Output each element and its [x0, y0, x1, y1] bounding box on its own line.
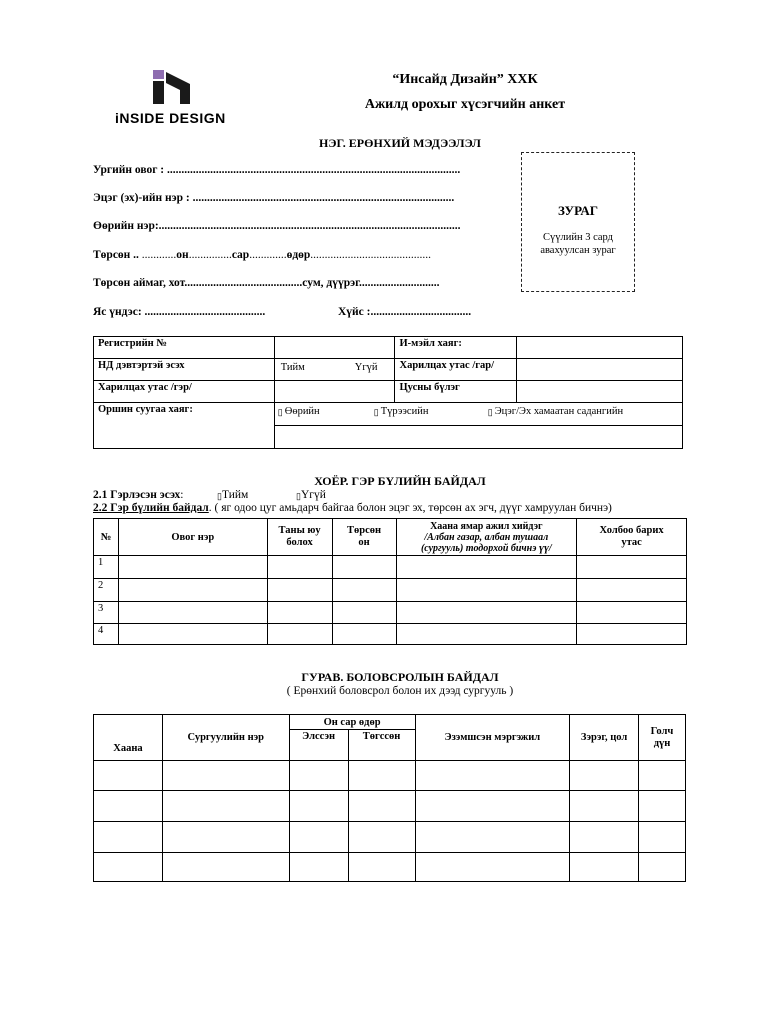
table-row [94, 579, 687, 602]
cell[interactable] [415, 822, 570, 853]
address-input[interactable] [274, 426, 682, 449]
col-relation [267, 519, 332, 556]
education-table [93, 714, 686, 882]
cell[interactable] [118, 624, 267, 645]
gender-field[interactable]: Хүйс :................................... [338, 306, 472, 318]
nd-no[interactable]: Үгүй [354, 362, 378, 373]
section3-subtitle: ( Ерөнхий боловсрол болон их дээд сургууль ) [286, 685, 514, 697]
cell[interactable] [162, 853, 289, 882]
col-where: Хаана [94, 715, 163, 761]
form-title: Ажилд орохыг хүсэгчийн анкет [364, 97, 566, 112]
table-row [94, 853, 686, 882]
cell[interactable] [332, 624, 396, 645]
home-phone-input[interactable] [274, 381, 395, 403]
row-num: 2 [94, 579, 119, 602]
nd-options[interactable] [274, 359, 395, 381]
row-num: 3 [94, 602, 119, 624]
logo-mark-icon [152, 70, 192, 106]
family-name-field[interactable]: Ургийн овог : ...................................................................................................... [93, 164, 461, 176]
cell[interactable] [415, 853, 570, 882]
general-info-table [93, 336, 683, 449]
col-relation-2: болох [286, 537, 313, 548]
col-work-1: Хаана ямар ажил хийдэг [430, 520, 543, 532]
birthplace-field[interactable]: Төрсөн аймаг, хот.........................................сум, дүүрэг............................ [93, 277, 440, 289]
email-label: И-мэйл хаяг: [395, 337, 517, 359]
married-colon: : [180, 489, 184, 501]
cell[interactable] [577, 556, 687, 579]
cell[interactable] [289, 822, 348, 853]
section2-title: ХОЁР. ГЭР БҮЛИЙН БАЙДАЛ [314, 474, 486, 488]
cell[interactable] [267, 624, 332, 645]
cell[interactable] [577, 579, 687, 602]
family-table [93, 518, 687, 645]
year-label: он [176, 249, 189, 261]
col-dates: Он сар өдөр [289, 715, 415, 730]
col-work-2: /Албан газар, албан тушаал [424, 531, 549, 543]
cell[interactable] [118, 556, 267, 579]
married-no-checkbox-icon[interactable]: ▯ [296, 491, 301, 501]
col-gpa-2: дүн [653, 737, 671, 749]
cell[interactable] [570, 822, 639, 853]
cell[interactable] [396, 624, 577, 645]
photo-note-1: Сүүлийн 3 сард [542, 232, 613, 243]
email-input[interactable] [517, 337, 683, 359]
col-work [396, 519, 577, 556]
col-born-2: он [358, 537, 370, 548]
cell[interactable] [332, 602, 396, 624]
cell[interactable] [639, 761, 686, 791]
cell[interactable] [415, 761, 570, 791]
married-label: 2.1 Гэрлэсэн эсэх [93, 489, 181, 501]
married-yes-checkbox-icon[interactable]: ▯ [217, 491, 222, 501]
cell[interactable] [348, 791, 415, 822]
col-gpa [639, 715, 686, 761]
cell[interactable] [267, 579, 332, 602]
born-end-dots: .......................................... [310, 249, 432, 261]
cell[interactable] [289, 761, 348, 791]
cell[interactable] [570, 761, 639, 791]
col-contact [577, 519, 687, 556]
table-row [94, 822, 686, 853]
month-label: сар [231, 249, 250, 261]
born-year-dots: ............ [138, 249, 177, 261]
section1-title: НЭГ. ЕРӨНХИЙ МЭДЭЭЛЭЛ [319, 136, 481, 150]
table-row [94, 624, 687, 645]
logo [115, 70, 235, 126]
address-options[interactable] [274, 403, 682, 426]
cell[interactable] [348, 853, 415, 882]
section3-title: ГУРАВ. БОЛОВСРОЛЫН БАЙДАЛ [301, 670, 499, 684]
logo-text: iNSIDE DESIGN [115, 110, 226, 126]
checkbox-rent-icon[interactable]: ▯ [373, 407, 379, 417]
family-row [93, 502, 703, 514]
married-no: Үгүй [301, 489, 326, 501]
cell[interactable] [332, 556, 396, 579]
parent-name-field[interactable]: Эцэг (эх)-ийн нэр : ........................................................................................... [93, 192, 455, 204]
register-label: Регистрийн № [94, 337, 275, 359]
cell[interactable] [639, 822, 686, 853]
register-input[interactable] [274, 337, 395, 359]
cell[interactable] [348, 761, 415, 791]
cell[interactable] [639, 791, 686, 822]
cell[interactable] [118, 602, 267, 624]
cell[interactable] [162, 761, 289, 791]
table-row [94, 791, 686, 822]
nd-label: НД дэвтэртэй эсэх [94, 359, 275, 381]
own-name-field[interactable]: Өөрийн нэр:......................................................................................................... [93, 220, 461, 232]
cell[interactable] [289, 853, 348, 882]
table-row [94, 556, 687, 579]
col-born [332, 519, 396, 556]
born-day-dots: ............. [249, 249, 287, 261]
col-degree: Зэрэг, цол [570, 715, 639, 761]
cell[interactable] [348, 822, 415, 853]
col-entered: Элссэн [289, 730, 348, 761]
photo-title: ЗУРАГ [557, 203, 598, 218]
married-row [93, 489, 593, 501]
row-num: 1 [94, 556, 119, 579]
born-month-dots: ............... [188, 249, 232, 261]
col-gpa-1: Голч [650, 725, 674, 737]
company-name: “Инсайд Дизайн” ХХК [392, 72, 538, 87]
cell[interactable] [118, 579, 267, 602]
col-relation-1: Таны юу [278, 525, 321, 536]
born-label: Төрсөн .. [93, 249, 139, 261]
cell[interactable] [639, 853, 686, 882]
cell[interactable] [267, 556, 332, 579]
cell[interactable] [570, 791, 639, 822]
nd-yes[interactable]: Тийм [280, 362, 305, 373]
mobile-label: Харилцах утас /гар/ [395, 359, 517, 381]
col-work-3: (сургууль) тодорхой бичнэ үү/ [420, 542, 552, 554]
col-born-1: Төрсөн [347, 525, 382, 536]
col-contact-1: Холбоо барих [599, 525, 664, 536]
home-phone-label: Харилцах утас /гэр/ [94, 381, 275, 403]
birth-date-field[interactable] [93, 249, 488, 261]
cell[interactable] [577, 602, 687, 624]
cell[interactable] [577, 624, 687, 645]
cell[interactable] [267, 602, 332, 624]
cell[interactable] [415, 791, 570, 822]
cell[interactable] [570, 853, 639, 882]
row-num: 4 [94, 624, 119, 645]
ethnicity-field[interactable]: Яс үндэс: .......................................... [93, 306, 266, 318]
col-graduated: Төгссөн [348, 730, 415, 761]
address-own: Өөрийн [284, 406, 320, 417]
table-row [94, 761, 686, 791]
family-note: . ( яг одоо цуг амьдарч байгаа болон эцэг эх, төрсөн ах эгч, дүүг хамруулан бичнэ) [208, 502, 612, 514]
col-num: № [94, 519, 119, 556]
address-relatives: Эцэг/Эх хамаатан садангийн [494, 406, 624, 417]
mobile-input[interactable] [517, 359, 683, 381]
cell[interactable] [94, 791, 163, 822]
day-label: өдөр [286, 249, 311, 261]
cell[interactable] [94, 761, 163, 791]
cell[interactable] [396, 579, 577, 602]
table-row [94, 602, 687, 624]
col-school: Сургуулийн нэр [162, 715, 289, 761]
checkbox-own-icon[interactable]: ▯ [277, 407, 283, 417]
col-name: Овог нэр [118, 519, 267, 556]
family-label: 2.2 Гэр бүлийн байдал [93, 502, 209, 514]
cell[interactable] [289, 791, 348, 822]
address-label: Оршин суугаа хаяг: [94, 403, 275, 449]
col-profession: Эзэмшсэн мэргэжил [415, 715, 570, 761]
col-contact-2: утас [621, 537, 642, 548]
address-rent: Түрээсийн [380, 406, 429, 417]
cell[interactable] [94, 822, 163, 853]
blood-label: Цусны бүлэг [395, 381, 517, 403]
cell[interactable] [396, 602, 577, 624]
cell[interactable] [332, 579, 396, 602]
cell[interactable] [94, 853, 163, 882]
photo-note-2: авахуулсан зураг [540, 245, 616, 256]
cell[interactable] [162, 822, 289, 853]
blood-input[interactable] [517, 381, 683, 403]
checkbox-relatives-icon[interactable]: ▯ [487, 407, 493, 417]
photo-box[interactable] [521, 152, 635, 292]
cell[interactable] [396, 556, 577, 579]
cell[interactable] [162, 791, 289, 822]
married-yes: Тийм [222, 489, 249, 501]
